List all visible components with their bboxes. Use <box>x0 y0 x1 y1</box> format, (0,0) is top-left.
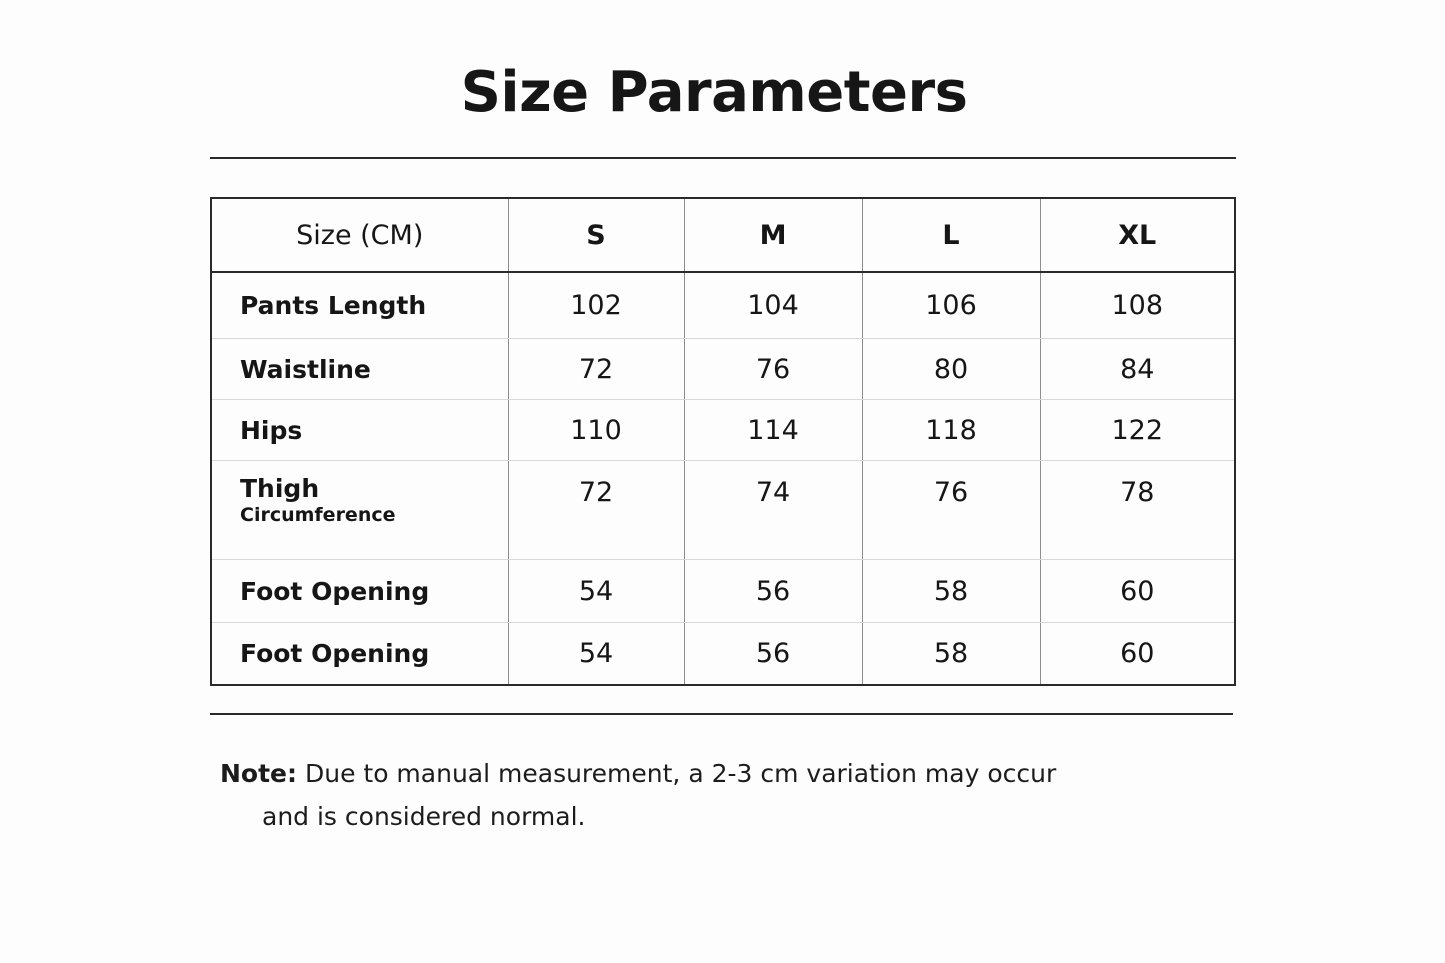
note-label: Note: <box>220 759 298 788</box>
table-row <box>211 400 1235 461</box>
header-size-m: M <box>684 198 862 272</box>
table-row <box>211 339 1235 400</box>
header-size-xl: XL <box>1040 198 1235 272</box>
table-cell: 72 <box>508 339 684 400</box>
table-cell: 54 <box>508 623 684 686</box>
table-cell: 74 <box>684 461 862 560</box>
bottom-divider <box>210 713 1233 715</box>
row-label: Foot Opening <box>211 560 508 623</box>
table-cell: 76 <box>862 461 1040 560</box>
table-cell: 60 <box>1040 560 1235 623</box>
table-row <box>211 560 1235 623</box>
row-label: Waistline <box>211 339 508 400</box>
table-cell: 76 <box>684 339 862 400</box>
table-cell: 54 <box>508 560 684 623</box>
table-cell: 122 <box>1040 400 1235 461</box>
row-label-main: Thigh <box>240 474 320 503</box>
table-row <box>211 623 1235 686</box>
table-row <box>211 272 1235 339</box>
table-cell: 58 <box>862 560 1040 623</box>
table-cell: 106 <box>862 272 1040 339</box>
table-cell: 58 <box>862 623 1040 686</box>
table-cell: 78 <box>1040 461 1235 560</box>
row-label: Pants Length <box>211 272 508 339</box>
table-cell: 102 <box>508 272 684 339</box>
row-label: Hips <box>211 400 508 461</box>
row-label <box>211 461 508 560</box>
note-text-line1: Due to manual measurement, a 2-3 cm variation may occur <box>304 759 1057 788</box>
table-cell: 80 <box>862 339 1040 400</box>
row-label-sub: Circumference <box>240 504 396 526</box>
row-label: Foot Opening <box>211 623 508 686</box>
header-size-l: L <box>862 198 1040 272</box>
table-cell: 108 <box>1040 272 1235 339</box>
table-cell: 56 <box>684 623 862 686</box>
table-row <box>211 461 1235 560</box>
table-cell: 56 <box>684 560 862 623</box>
note-text-line2: and is considered normal. <box>262 802 586 831</box>
table-cell: 60 <box>1120 638 1155 669</box>
table-cell: 104 <box>684 272 862 339</box>
header-size-s: S <box>508 198 684 272</box>
table-cell: 118 <box>862 400 1040 461</box>
table-cell: 114 <box>684 400 862 461</box>
header-size-cm: Size (CM) <box>211 198 508 272</box>
table-cell: 84 <box>1040 339 1235 400</box>
size-chart-table <box>210 197 1236 686</box>
top-divider <box>210 157 1236 159</box>
measurement-note <box>220 754 1220 837</box>
table-cell: 110 <box>508 400 684 461</box>
table-cell: 72 <box>508 461 684 560</box>
table-header-row <box>211 198 1235 272</box>
page-title: Size Parameters <box>460 60 968 125</box>
